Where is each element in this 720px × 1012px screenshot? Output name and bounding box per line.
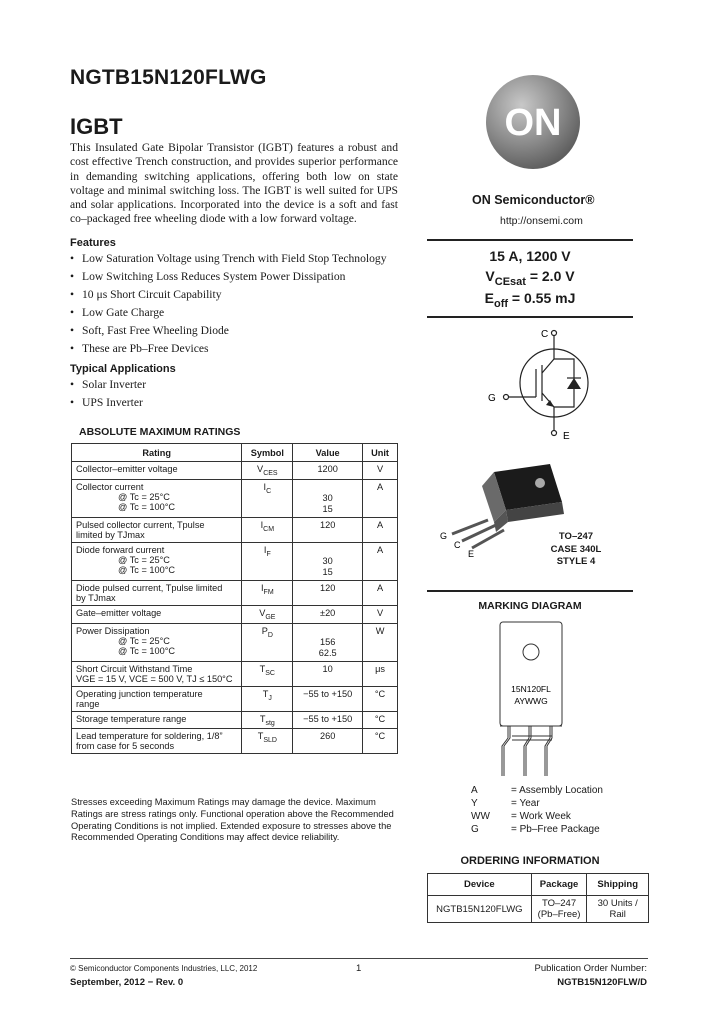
ratings-title: ABSOLUTE MAXIMUM RATINGS xyxy=(79,426,241,438)
rating-line: @ Tc = 25°C xyxy=(118,554,170,565)
ordering-header-cell: Device xyxy=(428,874,532,896)
symbol-cell xyxy=(242,729,293,754)
value-line: 156 xyxy=(320,636,336,647)
legend-value: = Year xyxy=(511,798,540,809)
ratings-header-cell: Unit xyxy=(363,444,398,462)
value-line xyxy=(297,482,358,493)
ordering-title: ORDERING INFORMATION xyxy=(460,855,600,867)
spec-current-voltage: 15 A, 1200 V xyxy=(489,248,571,264)
value-line: 62.5 xyxy=(318,647,337,658)
marking-line-2: AYWWG xyxy=(514,696,548,706)
package-pin-c: C xyxy=(454,540,461,550)
value-line: 10 xyxy=(322,663,333,674)
rating-line: Pulsed collector current, Tpulse xyxy=(76,519,205,530)
symbol-cell xyxy=(242,605,293,623)
symbol-main: I xyxy=(263,481,267,492)
igbt-schematic xyxy=(482,325,592,445)
legend-row xyxy=(471,784,603,797)
symbol-sub: FM xyxy=(263,588,274,596)
unit-cell: W xyxy=(363,623,398,661)
feature-item: • Low Switching Loss Reduces System Power Dissipation xyxy=(70,268,387,286)
spec-eoff: $E_{off} = 0.55$ mJ xyxy=(484,290,576,310)
symbol-main: T xyxy=(259,713,266,724)
symbol-sub: F xyxy=(266,550,271,558)
feature-item: • These are Pb–Free Devices xyxy=(70,340,387,358)
value-cell xyxy=(293,542,363,580)
unit-cell: V xyxy=(363,605,398,623)
logo-text: ON xyxy=(504,102,562,144)
rating-line: Storage temperature range xyxy=(76,713,187,724)
unit-cell: A xyxy=(363,542,398,580)
page-number: 1 xyxy=(356,963,362,974)
divider xyxy=(427,590,633,592)
rating-cell xyxy=(72,729,242,754)
rating-line: range xyxy=(76,698,100,709)
value-cell xyxy=(293,462,363,480)
gate-label: G xyxy=(488,393,496,404)
divider xyxy=(427,239,633,241)
symbol-main: T xyxy=(262,688,269,699)
marking-legend xyxy=(471,784,603,836)
rating-line: by TJmax xyxy=(76,592,116,603)
symbol-cell xyxy=(242,661,293,686)
unit-cell: A xyxy=(363,580,398,605)
legend-value: = Work Week xyxy=(511,811,571,822)
table-row xyxy=(72,623,398,661)
stress-note: Stresses exceeding Maximum Ratings may damage the device. Maximum Ratings are stress ratings only. Functional operation above the Recommended Operating Conditions is not implied. Extended exposure to stresses above the Recommended Operating Conditions may affect device reliability. xyxy=(71,797,394,843)
symbol-sub: CES xyxy=(263,469,278,477)
symbol-sub: GE xyxy=(265,613,276,621)
value-cell xyxy=(293,605,363,623)
table-row xyxy=(72,462,398,480)
symbol-sub: J xyxy=(268,694,272,702)
package-pin-e: E xyxy=(468,549,475,559)
legend-value: = Pb–Free Package xyxy=(511,824,600,835)
unit-cell: V xyxy=(363,462,398,480)
package-note: (Pb–Free) xyxy=(537,909,581,920)
value-line: ±20 xyxy=(320,607,336,618)
ordering-table xyxy=(427,873,649,923)
legend-key: G xyxy=(471,824,479,835)
symbol-cell xyxy=(242,623,293,661)
footer-rule xyxy=(70,958,648,959)
table-row xyxy=(72,542,398,580)
rating-line: Diode forward current xyxy=(76,544,165,555)
rating-cell xyxy=(72,517,242,542)
rating-cell xyxy=(72,462,242,480)
rating-line: VGE = 15 V, VCE = 500 V, TJ ≤ 150°C xyxy=(76,673,233,684)
symbol-sub: SLD xyxy=(263,737,277,745)
rating-cell xyxy=(72,661,242,686)
unit-cell: μs xyxy=(363,661,398,686)
symbol-sub: C xyxy=(266,487,272,495)
value-cell xyxy=(293,580,363,605)
ratings-header-cell: Symbol xyxy=(242,444,293,462)
emitter-label: E xyxy=(563,431,570,442)
rating-line: Lead temperature for soldering, 1/8” xyxy=(76,731,223,742)
rating-cell xyxy=(72,580,242,605)
table-row xyxy=(72,711,398,729)
rating-line: @ Tc = 25°C xyxy=(118,635,170,646)
rating-line: limited by TJmax xyxy=(76,529,145,540)
ratings-header-row xyxy=(72,444,398,462)
package-pin-g: G xyxy=(440,531,448,541)
value-line: 30 xyxy=(322,555,333,566)
value-cell xyxy=(293,711,363,729)
legend-key: WW xyxy=(471,811,490,822)
package-cell xyxy=(531,896,587,923)
symbol-main: V xyxy=(257,464,264,474)
unit-cell: A xyxy=(363,479,398,517)
unit-cell: A xyxy=(363,517,398,542)
value-line: 15 xyxy=(322,503,333,514)
feature-item: • Low Saturation Voltage using Trench with Field Stop Technology xyxy=(70,250,387,268)
publication-date: September, 2012 − Rev. 0 xyxy=(70,977,184,988)
rating-line: Collector–emitter voltage xyxy=(76,464,178,474)
value-line xyxy=(297,626,358,637)
marking-title: MARKING DIAGRAM xyxy=(478,600,582,612)
symbol-cell xyxy=(242,686,293,711)
rating-cell xyxy=(72,623,242,661)
publication-number: NGTB15N120FLW/D xyxy=(557,977,647,988)
ordering-header-cell: Shipping xyxy=(587,874,649,896)
symbol-sub: D xyxy=(267,631,273,639)
feature-item: • Low Gate Charge xyxy=(70,304,387,322)
legend-key: A xyxy=(471,785,478,796)
features-heading: Features xyxy=(70,237,116,249)
marking-diagram xyxy=(488,620,578,780)
value-line: 30 xyxy=(322,492,333,503)
value-cell xyxy=(293,479,363,517)
package-name: TO–247 CASE 340L STYLE 4 xyxy=(550,531,602,567)
feature-item: • Soft, Fast Free Wheeling Diode xyxy=(70,322,387,340)
table-row xyxy=(72,605,398,623)
symbol-sub: stg xyxy=(265,719,275,727)
ordering-header-cell: Package xyxy=(531,874,587,896)
rating-line: Operating junction temperature xyxy=(76,688,203,699)
copyright: © Semiconductor Components Industries, LLC, 2012 xyxy=(70,964,258,973)
applications-heading: Typical Applications xyxy=(70,363,176,375)
rating-line: Diode pulsed current, Tpulse limited xyxy=(76,582,223,593)
symbol-main: I xyxy=(260,582,264,593)
value-cell xyxy=(293,623,363,661)
brand-url[interactable]: http://onsemi.com xyxy=(500,215,583,227)
value-line: −55 to +150 xyxy=(303,713,353,724)
symbol-sub: CM xyxy=(263,525,275,533)
unit-cell: °C xyxy=(363,711,398,729)
publication-label: Publication Order Number: xyxy=(534,963,647,974)
spec-vcesat: $V_{CEsat} = 2.0$ V xyxy=(485,268,575,288)
rating-line: Short Circuit Withstand Time xyxy=(76,663,193,674)
symbol-main: T xyxy=(257,731,264,742)
value-cell xyxy=(293,729,363,754)
symbol-sub: SC xyxy=(265,669,275,677)
ratings-table xyxy=(71,443,398,754)
feature-item: • 10 μs Short Circuit Capability xyxy=(70,286,387,304)
rating-cell xyxy=(72,542,242,580)
legend-row xyxy=(471,810,603,823)
legend-row xyxy=(471,797,603,810)
value-line: 15 xyxy=(322,566,333,577)
value-cell xyxy=(293,686,363,711)
symbol-main: V xyxy=(259,607,266,618)
shipping-cell: 30 Units / Rail xyxy=(587,896,649,923)
rating-line: @ Tc = 25°C xyxy=(118,491,170,502)
symbol-cell xyxy=(242,479,293,517)
table-row xyxy=(72,661,398,686)
marking-line-1: 15N120FL xyxy=(511,684,551,694)
rating-line: Power Dissipation xyxy=(76,625,150,636)
ordering-header-row xyxy=(428,874,649,896)
collector-label: C xyxy=(541,329,549,340)
on-semiconductor-logo xyxy=(485,74,581,170)
rating-cell xyxy=(72,479,242,517)
features-list xyxy=(70,250,387,358)
rating-cell xyxy=(72,605,242,623)
application-item: • UPS Inverter xyxy=(70,394,146,412)
symbol-cell xyxy=(242,711,293,729)
value-line: −55 to +150 xyxy=(303,688,353,699)
legend-key: Y xyxy=(471,798,478,809)
brand-name: ON Semiconductor® xyxy=(472,193,595,207)
table-row xyxy=(428,896,649,923)
symbol-cell xyxy=(242,580,293,605)
table-row xyxy=(72,479,398,517)
unit-cell: °C xyxy=(363,686,398,711)
package-type: TO–247 xyxy=(541,898,577,909)
rating-cell xyxy=(72,711,242,729)
value-line: 260 xyxy=(320,731,336,742)
symbol-main: P xyxy=(261,625,268,636)
legend-value: = Assembly Location xyxy=(511,785,603,796)
rating-line: Collector current xyxy=(76,481,144,492)
table-row xyxy=(72,580,398,605)
rating-line: Gate–emitter voltage xyxy=(76,607,162,618)
table-row xyxy=(72,517,398,542)
unit-cell: °C xyxy=(363,729,398,754)
table-row xyxy=(72,729,398,754)
value-line: 1200 xyxy=(317,464,338,474)
symbol-main: I xyxy=(260,519,264,530)
description: This Insulated Gate Bipolar Transistor (IGBT) features a robust and cost effective Trench construction, and provides superior performance in demanding switching applications, offering both low on state voltage and minimal switching loss. The IGBT is well suited for UPS and solar applications. Incorporated into the device is a soft and fast co–packaged free wheeling diode with a low forward voltage. xyxy=(70,141,398,226)
symbol-cell xyxy=(242,462,293,480)
rating-cell xyxy=(72,686,242,711)
symbol-cell xyxy=(242,517,293,542)
value-line xyxy=(297,545,358,556)
value-line: 120 xyxy=(320,519,336,530)
divider xyxy=(427,316,633,318)
ratings-header-cell: Value xyxy=(293,444,363,462)
rating-line: @ Tc = 100°C xyxy=(118,501,176,512)
ratings-header-cell: Rating xyxy=(72,444,242,462)
device-cell: NGTB15N120FLWG xyxy=(428,896,532,923)
value-cell xyxy=(293,517,363,542)
application-item: • Solar Inverter xyxy=(70,376,146,394)
symbol-main: I xyxy=(263,544,267,555)
applications-list xyxy=(70,376,146,412)
symbol-main: T xyxy=(259,663,266,674)
rating-line: @ Tc = 100°C xyxy=(118,564,176,575)
product-type: IGBT xyxy=(70,114,123,139)
part-number: NGTB15N120FLWG xyxy=(70,66,267,89)
value-line: 120 xyxy=(320,582,336,593)
rating-line: @ Tc = 100°C xyxy=(118,645,176,656)
value-cell xyxy=(293,661,363,686)
table-row xyxy=(72,686,398,711)
rating-line: from case for 5 seconds xyxy=(76,741,175,752)
legend-row xyxy=(471,823,603,836)
symbol-cell xyxy=(242,542,293,580)
